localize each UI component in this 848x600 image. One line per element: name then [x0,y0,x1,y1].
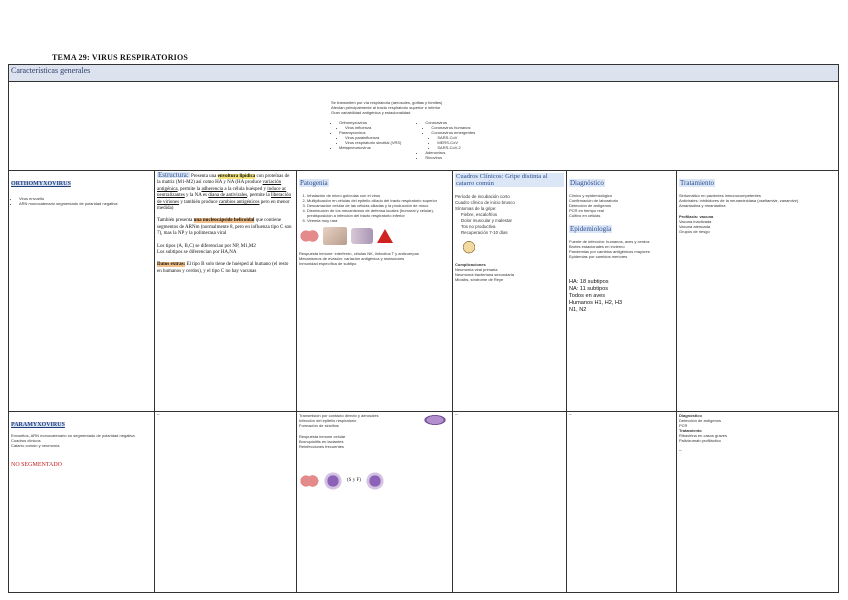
underline-text: induce ac neutralizantes [157,186,287,199]
general-intro-1: Se transmiten por vía respiratoria (aerosoles, gotitas y fómites) [331,100,443,105]
underline-text: cambios antigénicos [218,199,260,205]
epidemiologia-list [569,239,674,259]
ortho-diagnostico-cell [567,171,677,412]
mask-image [351,228,373,244]
no-segmentado-label: NO SEGMENTADO [11,462,63,468]
text: , permite la [177,186,201,192]
list-item: • SARS-CoV-2 [437,145,475,150]
list-item: Fiebre, escalofríos [461,212,498,217]
list-item: 3. Descamación celular de las células ciliadas y la producción de moco [307,203,450,208]
list-item: Neumonía viral primaria [455,267,498,272]
para-name-cell [9,412,155,593]
ortho-bullets [11,196,152,206]
note: Mecanismos de evasión: variación antigénica y mutaciones [299,256,405,261]
ortho-structure-cell [155,171,297,412]
list-item: Bronquiolitis en lactantes [299,439,344,444]
list-item: Recuperación 7-10 días [461,230,508,235]
patogenia-header: Patogenia [300,179,328,187]
para-structure-cell [155,412,297,593]
list-item: Tratamiento [679,428,702,433]
para-pat-lines [299,413,420,428]
underline-text: liberación de viriones [157,193,292,205]
text: El tipo B solo tiene de huésped al humano (el resto en humanos y cerdos), y el tipo C no hay vacunas [157,262,289,274]
general-content [9,82,839,171]
list-item: • Coronavirus humanos [431,125,475,130]
warning-icon [377,229,393,243]
list-item: Humanos H1, H2, H3 [569,300,623,306]
epidemiologia-header: Epidemiología [570,225,612,233]
list-item: 5. Viremia muy rara [307,218,450,223]
diagnostico-list [569,193,674,218]
patient-image [323,227,347,245]
profilaxis-list [679,219,836,234]
text: , permite la [247,193,270,199]
text: pero en menor medida) [157,199,290,212]
list-item: Grupos de riesgo [679,229,710,234]
clinicos-header: Cuadros Clínicos: Gripe distinta al catarro común [455,173,564,187]
text: y también produce [180,199,218,205]
empty-dash: – [569,413,572,418]
list-item: Formación de sincitios [299,423,339,428]
list-item: Clínico y epidemiológico [569,193,613,198]
general-intro-3: Gran variabilidad antigénica y estacionalidad [331,110,411,115]
para-images [299,471,450,491]
list-item: Epidemias por cambios menores [569,254,628,259]
para-patogenia-cell [297,412,453,593]
list-item: Miositis, síndrome de Reye [455,277,504,282]
list-item: HA: 18 subtipos [569,279,609,285]
general-intro-2: Afectan principalmente al tracto respiratorio superior e inferior [331,105,441,110]
list-item: Síntomas de la gripe: [455,206,497,211]
empty-dash: – [157,413,160,418]
complic-title: Complicaciones [455,262,486,267]
datos-label: Datos extras: [157,262,186,268]
list-item: PCR [679,423,688,428]
list-item: Reinfecciones frecuentes [299,444,344,449]
patogenia-list [299,193,450,223]
highlight-envoltura: envoltura lipídica [217,174,256,179]
para-clinicos-cell [453,412,567,593]
subtypes-text: Los subtipos se diferencian por HA,NA [157,250,237,256]
ortho-patogenia-cell [297,171,453,412]
list-item: • ARN monocatenario segmentado de polaridad negativa [19,201,152,206]
list-item: Vacuna inactivada [679,219,712,224]
structure-label: Estructura: [158,171,189,179]
underline-text: diana de antivirales [208,193,248,199]
ortho-title: ORTHOMYXOVIRUS [11,181,71,187]
list-item: Pandemias por cambios antigénicos mayores [569,249,650,254]
list-item: • Coronavirus [425,120,475,125]
list-item: Detección de antígenos [569,203,612,208]
lungs-image [299,472,319,490]
sick-cartoon-image [461,240,477,258]
list-item: Infección del epitelio respiratorio [299,418,357,423]
general-left-list [331,120,401,160]
text: Presenta una [190,174,217,179]
list-item: Palivizumab profiláctico [679,438,721,443]
list-item: Amantadina y rimantadina [679,203,726,208]
list-item: Respuesta inmune celular [299,434,346,439]
list-item: • Virus envuelto [19,196,152,201]
list-item: Transmisión por contacto directo y aerosoles [299,413,379,418]
empty-dash: – [455,413,458,418]
list-item: • Virus parainfluenza [345,135,401,140]
cell-image [365,471,385,491]
list-item: Brotes estacionales en invierno [569,244,625,249]
list-item: • Rinovirus [425,155,475,160]
para-title: PARAMYXOVIRUS [11,422,65,428]
patogenia-images [299,227,450,245]
list-item: Envueltos, ARN monocatenario no segmentado de polaridad negativa [11,433,135,438]
list-item: Detección de antígenos [679,418,722,423]
tratamiento-header: Tratamiento [680,179,714,187]
list-item: Fuente de infección: humanos, aves y cerdos [569,239,650,244]
lungs-image [299,227,319,245]
list-item: Confirmación de laboratorio [569,198,619,203]
list-item: Vacuna atenuada [679,224,711,229]
ortho-tratamiento-cell [677,171,839,412]
list-item: • Orthomyxovirus [339,120,401,125]
highlight-nucleocapside: una nucleocápside helicoidal [193,218,255,224]
list-item: 2. Multiplicación en células del epitelio ciliado del tracto respiratorio superior [307,198,450,203]
general-header: Características generales [9,65,839,82]
list-item: Cuadro clínico de inicio brusco [455,200,515,205]
empty-dash: – [679,449,682,454]
list-item: • SARS-CoV [437,135,475,140]
list-item: • MERS-CoV [437,140,475,145]
general-right-list [417,120,475,160]
list-item: NA: 11 subtipos [569,286,609,292]
text: a la célula huésped y [224,186,266,192]
patogenia-notes [299,251,450,266]
epi-extra [569,279,674,314]
summary-table [8,64,839,593]
underline-text: variación antigénica [157,180,282,192]
list-item: • Metapneumovirus [339,145,401,150]
list-item: Todos en aves [569,293,606,299]
text: y la NA es [186,193,207,199]
para-diag-list [679,413,836,443]
list-item: • Virus influenza [345,125,401,130]
underline-text: adherencia [201,186,224,192]
para-pat-lines-2 [299,434,450,449]
cell-image [323,471,343,491]
para-tratamiento-cell [677,412,839,593]
complicaciones [455,262,564,282]
profilaxis-label: Profilaxis: vacuna [679,214,714,219]
list-item: Cuadros clínicos [11,438,41,443]
pat-label: (S y F) [347,477,361,483]
list-item: Catarro común y neumonía [11,443,60,448]
list-item: 1. Inhalación de micro gotículas con el virus [307,193,450,198]
list-item: N1, N2 [569,307,587,313]
list-item: Diagnóstico [679,413,702,418]
ortho-clinicos-cell [453,171,567,412]
list-item: Dolor muscular y malestar [461,218,512,223]
list-item: Cultivo en células [569,213,601,218]
list-item: Neumonía bacteriana secundaria [455,272,514,277]
clinicos-list [455,194,564,236]
list-item: Período de incubación corto [455,194,510,199]
list-item: Ribavirina en casos graves [679,433,728,438]
list-item: Tos no productiva [461,224,496,229]
text: que contiene segmentos de ARNm (normalmente 8, pero en influenza tipo C son 7), mas la NP y la polimerasa viral [157,218,292,237]
list-item: PCR en tiempo real [569,208,604,213]
list-item: 4. Disminución de los mecanismos de defensa locales (humoral y celular), predisposición a infección del tracto respiratorio inferior [307,208,450,218]
ortho-name-cell [9,171,155,412]
text: También presenta [157,218,193,224]
list-item: • Coronavirus emergentes [431,130,475,135]
text: con proteínas de la matriz (M1-M2) así como HA y NA (HA produce [157,174,290,186]
note: Inmunidad específica de subtipo [299,261,357,266]
para-lines [11,433,152,448]
list-item: Antivirales: inhibidores de la neuraminidasa (oseltamivir, zanamivir) [679,198,799,203]
list-item: • Virus respiratorio sincitial (VRS) [345,140,401,145]
types-text: Los tipos (A, B,C) se diferencian por NP, M1,M2 [157,243,256,249]
virus-image [420,413,450,427]
diagnostico-header: Diagnóstico [570,179,604,187]
note: Respuesta inmune: interferón, células NK, linfocitos T y anticuerpos [299,251,419,256]
list-item: • Paramyxovirus [339,130,401,135]
para-diagnostico-cell [567,412,677,593]
list-item: • Adenovirus [425,150,475,155]
page-title: TEMA 29: VIRUS RESPIRATORIOS [52,53,189,62]
list-item: Sintomático en pacientes inmunocompetentes [679,193,761,198]
tratamiento-list [679,193,836,208]
